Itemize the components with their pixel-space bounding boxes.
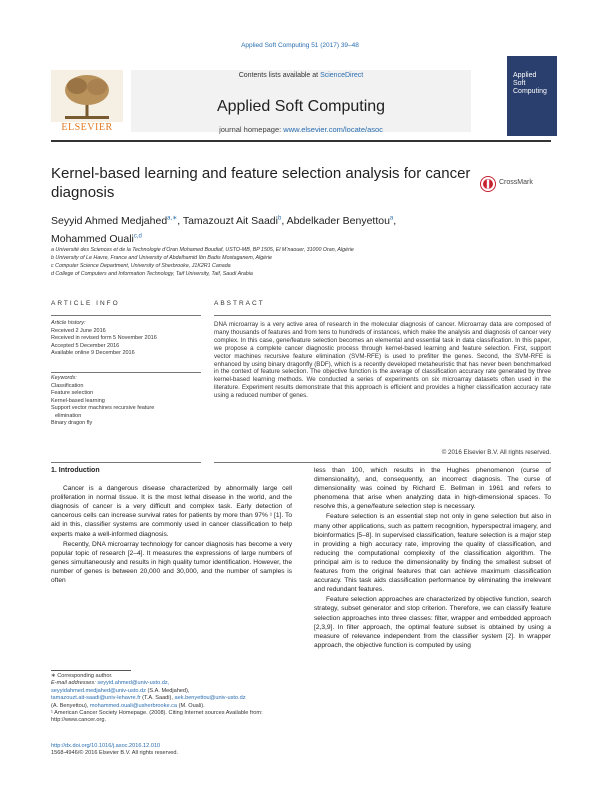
header-rule [51,140,551,142]
doi-link[interactable]: http://dx.doi.org/10.1016/j.asoc.2016.12.010 [51,743,161,749]
divider [51,315,201,316]
author-separator: , [177,214,183,227]
author[interactable] [287,215,397,227]
author-name: Mohammed Ouali [51,233,134,245]
keyword: Binary dragon fly [51,420,93,426]
article-title: Kernel-based learning and feature selection analysis for cancer diagnosis [51,165,471,201]
homepage-prefix: journal homepage: [219,125,284,134]
author[interactable] [51,233,142,245]
article-history [51,320,157,358]
email-owner: (A. Benyettou), [51,702,90,709]
journal-cover [507,56,557,136]
crossmark-icon [480,176,496,192]
paragraph: Recently, DNA microarray technology for cancer diagnosis has become a very popular topic of research [2–4]. It measures the expressions of large numbers of genes simultaneously and results in high quality tumor identification. However, the number of genes is between 20,000 and 30,000, and the number of samples is often [51,540,292,585]
keywords [51,375,201,428]
author-name: Tamazouzt Ait Saadi [182,214,278,227]
email-link[interactable]: tamazouzt.ait-saadi@univ-lehavre.fr [51,695,141,702]
paragraph: Feature selection approaches are characterized by objective function, search strategy, subset generator and stop criterion. Therefore, we can classify feature selection approaches into three classes: filter, wrapper and embedded approach [2,3,9]. In filter approach, the optimal feature subset is obtained by using a measure of relevance independent from the classifier system [2]. In wrapper approach, the objective function is computed by using [314,596,551,649]
email-link[interactable]: seyyidahmed.medjahed@univ-usto.dz [51,687,146,694]
email-label: E-mail addresses: [51,680,98,687]
homepage-line [131,125,471,134]
email-link[interactable]: mohammed.ouali@usherbrooke.ca [89,702,178,709]
journal-header [51,56,551,136]
journal-title: Applied Soft Computing [216,98,386,115]
history-item: Accepted 5 December 2016 [51,342,120,349]
author-name: Abdelkader Benyettou [286,214,390,227]
cover-title-line-2: Soft [513,80,526,87]
cover-title [513,72,547,96]
history-item: Received in revised form 5 November 2016 [51,335,157,341]
journal-homepage-link[interactable]: www.elsevier.com/locate/asoc [283,125,383,134]
author-separator: , [281,214,287,227]
footnote-rule [51,670,131,671]
keyword: Kernel-based learning [51,397,105,404]
issn-copyright: 1568-4946/© 2016 Elsevier B.V. All rights reserved. [51,750,179,757]
email-link[interactable]: seyyid.ahmed@univ-usto.dz, [97,680,170,687]
sciencedirect-link[interactable]: ScienceDirect [320,72,364,79]
history-item: Received 2 June 2016 [51,327,106,334]
footnote-1: ¹ American Cancer Society Homepage. (2008). Citing Internet sources Available from: http://www.cancer.org. [51,710,263,724]
author[interactable] [51,215,183,227]
crossmark-label: CrossMark [499,179,533,186]
abstract-copyright: © 2016 Elsevier B.V. All rights reserved. [441,449,551,456]
crossmark-badge[interactable] [480,176,550,192]
doi-block [51,743,292,758]
contents-box [131,70,471,132]
author-marks: a [389,215,394,221]
divider [51,462,201,463]
abstract-heading: ABSTRACT [214,300,265,307]
cover-title-line-1: Applied [513,72,537,79]
author-marks: c,d [133,233,142,240]
section-heading: 1. Introduction [51,467,100,474]
journal-citation[interactable]: Applied Soft Computing 51 (2017) 39–48 [241,42,359,49]
author-separator: , [393,214,397,227]
history-item: Available online 9 December 2016 [51,350,135,356]
email-owner: (M. Ouali). [177,702,205,709]
affiliation: b University of Le Havre, France and University of Abdelhamid Ibn Badis Mostaganem, Algérie [51,255,273,261]
paragraph: Cancer is a dangerous disease characterized by abnormally large cell proliferation in normal tissue. It is the most lethal disease in the world, and the diagnosis of cancer is a very difficult and complex task. Early detection of cancerous cells can increase survival rates for patients by more than 97% ¹ [1]. To aid in this, classifier systems are commonly used in cancer classification to help experts make a well-informed diagnosis. [51,485,292,538]
affiliation: c Computer Science Department, University of Sherbrooke, J1K2R1 Canada [51,263,231,269]
author-marks: a,∗ [167,215,178,221]
affiliation: d College of Computers and Information Technology, Taif University, Taif, Saudi Arabia [51,271,253,277]
email-link[interactable]: aek.benyettou@univ-usto.dz [174,695,246,702]
contents-prefix: Contents lists available at [238,72,321,79]
divider [51,372,201,373]
footnotes [51,673,292,725]
keyword: Classification [51,382,84,389]
divider [214,315,551,316]
affiliation: a Université des Sciences et de la Technologie d’Oran Mohamed Boudiaf, USTO-MB, BP 1505, El M’naouer, 31000 Oran, Algérie [51,247,354,253]
contents-line [131,72,471,79]
keyword: Support vector machines recursive feature [51,405,155,411]
author-name: Seyyid Ahmed Medjahed [51,214,168,227]
email-owner: (S.A. Medjahed), [145,687,190,694]
body-left-column [51,466,292,586]
cover-title-line-3: Computing [513,88,547,95]
paragraph: Feature selection is an essential step not only in gene selection but also in many other applications, such as pattern recognition, hyperspectral imagery, and bioinformatics [5–8]. In supervised classification, feature selection is a major step in providing a high accuracy rate, improving the quality of classification, and reducing the computational complexity of the classification algorithm. The principal aim is to reduce the dimensionality by finding the smallest subset of features from the original features that can achieve maximum classification accuracy. This task aids classification performance by eliminating the irrelevant and redundant features. [314,513,551,594]
email-owner: (T.A. Saadi), [140,695,175,702]
email-addresses [51,680,292,710]
divider [214,462,551,463]
paragraph: less than 100, which results in the Hughes phenomenon (curse of dimensionality), and, consequently, an incorrect diagnosis. The curse of dimensionality was coined by Richard E. Bellman in 1961 and refers to phenomena that arise when analyzing data in high-dimensional spaces. To resolve this, a gene/feature selection step is necessary. [314,467,551,511]
keyword: elimination [55,412,82,419]
body-right-column [314,466,551,651]
abstract-text: DNA microarray is a very active area of research in the molecular diagnosis of cancer. Microarray data are composed of many thousands of features and from tens to hundreds of instances, which make the analysis and diagnosis of cancer very complex. In this case, gene/feature selection becomes an elemental and essential task in data classification. In this paper, we propose a complete cancer diagnostic process through kernel-based learning and feature selection. First, support vector machines recursive feature elimination (SVM-RFE) is used to prefilter the genes. Second, the SVM-RFE is enhanced by using binary dragonfly (BDF), which is a recently developed metaheuristic that has never been benchmarked in the context of feature selection. The objective function is the average of classification accuracy rate generated by three kernel-based learning methods. We conducted a series of experiments on six microarray datasets often used in the literature. Experiment results demonstrate that this approach is efficient and provides a higher classification accuracy rate using a reduced number of genes. [214,321,551,400]
corresponding-author-note: ∗ Corresponding author. [51,673,113,679]
author-marks: b [277,215,282,221]
article-info-heading: ARTICLE INFO [51,300,120,307]
publisher-name: ELSEVIER [61,122,113,133]
keyword: Feature selection [51,390,94,396]
keywords-label: Keywords: [51,375,77,381]
history-label: Article history: [51,320,86,326]
author-list [51,210,531,247]
author[interactable] [183,215,287,227]
affiliations [51,246,531,278]
